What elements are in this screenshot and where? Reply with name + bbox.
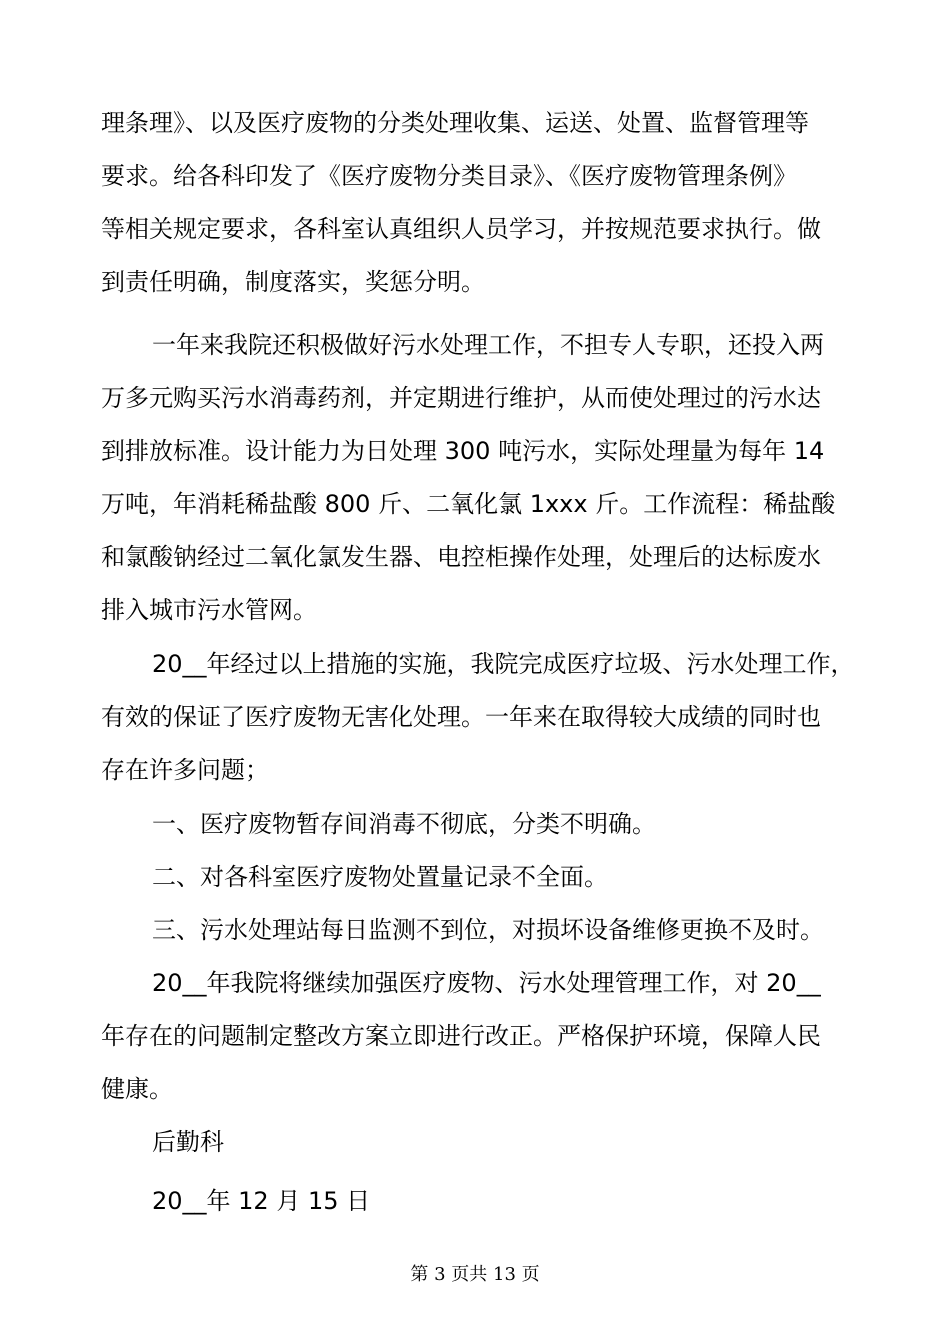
text-line: 健康。 xyxy=(101,1075,173,1103)
text-line: 要求。给各科印发了《医疗废物分类目录》、《医疗废物管理条例》 xyxy=(101,162,797,190)
list-item: 三、污水处理站每日监测不到位，对损坏设备维修更换不及时。 xyxy=(152,916,824,944)
text-line: 一年来我院还积极做好污水处理工作，不担专人专职，还投入两 xyxy=(152,331,824,359)
text-line: 存在许多问题； xyxy=(101,756,269,784)
text-line: 20__年我院将继续加强医疗废物、污水处理管理工作，对 20__ xyxy=(152,969,821,997)
text-line: 到排放标准。设计能力为日处理 300 吨污水，实际处理量为每年 14 xyxy=(101,437,825,465)
text-line: 万多元购买污水消毒药剂，并定期进行维护，从而使处理过的污水达 xyxy=(101,384,821,412)
text-line: 等相关规定要求，各科室认真组织人员学习，并按规范要求执行。做 xyxy=(101,215,821,243)
list-item: 一、医疗废物暂存间消毒不彻底，分类不明确。 xyxy=(152,810,656,838)
text-line: 和氯酸钠经过二氧化氯发生器、电控柜操作处理，处理后的达标废水 xyxy=(101,543,821,571)
page-number: 第 3 页共 13 页 xyxy=(410,1264,540,1285)
text-line: 万吨，年消耗稀盐酸 800 斤、二氧化氯 1xxx 斤。工作流程：稀盐酸 xyxy=(101,490,836,518)
text-line: 理条理》、以及医疗废物的分类处理收集、运送、处置、监督管理等 xyxy=(101,109,809,137)
text-line: 有效的保证了医疗废物无害化处理。一年来在取得较大成绩的同时也 xyxy=(101,703,821,731)
signature-date: 20__年 12 月 15 日 xyxy=(152,1187,371,1215)
text-line: 年存在的问题制定整改方案立即进行改正。严格保护环境，保障人民 xyxy=(101,1022,821,1050)
list-item: 二、对各科室医疗废物处置量记录不全面。 xyxy=(152,863,608,891)
signature-department: 后勤科 xyxy=(152,1128,224,1156)
text-line: 排入城市污水管网。 xyxy=(101,596,317,624)
text-line: 20__年经过以上措施的实施，我院完成医疗垃圾、污水处理工作， xyxy=(152,650,855,678)
text-line: 到责任明确，制度落实，奖惩分明。 xyxy=(101,268,485,296)
